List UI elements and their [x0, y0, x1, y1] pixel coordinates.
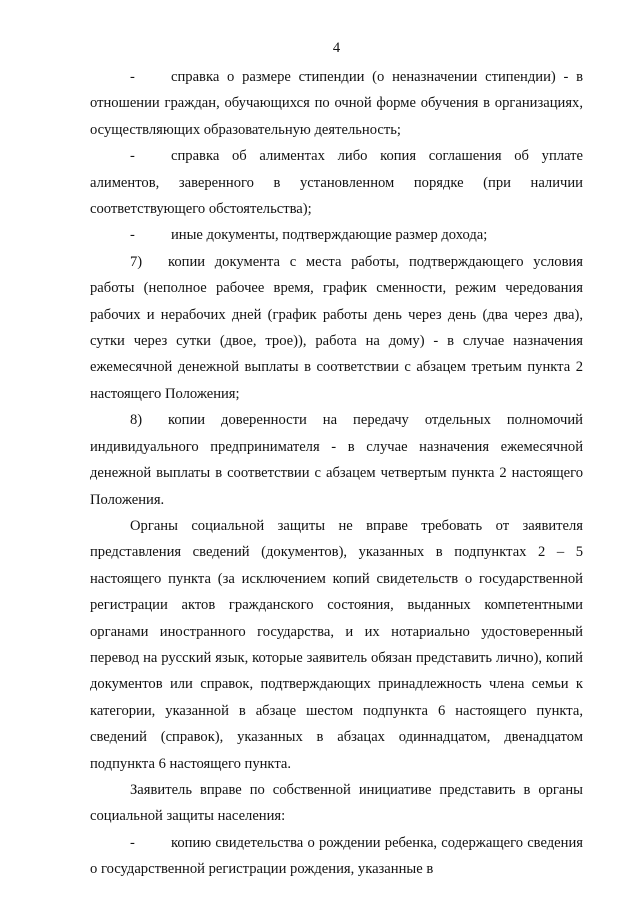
list-item-birth-certificate-copy [90, 830, 583, 883]
page-number: 4 [332, 40, 341, 56]
paragraph-text: копии документа с места работы, подтверждающего условия работы (неполное рабочее время, график сменности, режим чередования рабочих и нерабочих дней (график работы день через день (два через два), сутки через сутки (двое, трое)), работа на дому) - в случае назначения ежемесячной денежной выплаты в соответствии с абзацем третьим пункта 2 настоящего Положения; [90, 253, 583, 402]
list-marker: 8) [130, 412, 143, 429]
paragraph-text: справка об алиментах либо копия соглашения об уплате алиментов, заверенного в установленном порядке (при наличии соответствующего обстоятельства); [90, 148, 583, 218]
list-item-stipend-certificate [90, 64, 583, 143]
list-item-other-income-documents [90, 222, 583, 248]
paragraph-social-protection-restrictions [90, 513, 583, 777]
paragraph-applicant-right [90, 777, 583, 830]
list-item-alimony-certificate [90, 143, 583, 222]
list-marker: - [130, 834, 135, 851]
paragraph-text: справка о размере стипендии (о неназначении стипендии) - в отношении граждан, обучающихся по очной форме обучения в организациях, осуществляющих образовательную деятельность; [90, 69, 583, 138]
paragraph-text: Заявитель вправе по собственной инициативе представить в органы социальной защиты населения: [90, 781, 583, 825]
paragraph-text: копию свидетельства о рождении ребенка, содержащего сведения о государственной регистрации рождения, указанные в [90, 834, 583, 878]
list-marker: - [130, 148, 135, 165]
list-item-8-power-of-attorney [90, 407, 583, 513]
paragraph-text: иные документы, подтверждающие размер дохода; [171, 227, 488, 244]
list-marker: 7) [130, 253, 143, 270]
paragraph-text: копии доверенности на передачу отдельных полномочий индивидуального предпринимателя - в случае назначения ежемесячной денежной выплаты в соответствии с абзацем четвертым пункта 2 настоящего Положения. [90, 412, 583, 508]
list-item-7-workplace-document [90, 249, 583, 407]
list-marker: - [130, 69, 135, 85]
paragraph-text: Органы социальной защиты не вправе требовать от заявителя представления сведений (документов), указанных в подпунктах 2 – 5 настоящего пункта (за исключением копий свидетельств о государственной регистрации актов гражданского состояния, выданных компетентными органами иностранного государства, и их нотариально удостоверенный перевод на русский язык, которые заявитель обязан представить лично), копий документов или справок, подтверждающих принадлежность члена семьи к категории, указанной в абзаце шестом подпункта 6 настоящего пункта, сведений (справок), указанных в абзацах одиннадцатом, двенадцатом подпункта 6 настоящего пункта. [90, 517, 583, 772]
list-marker: - [130, 227, 135, 244]
